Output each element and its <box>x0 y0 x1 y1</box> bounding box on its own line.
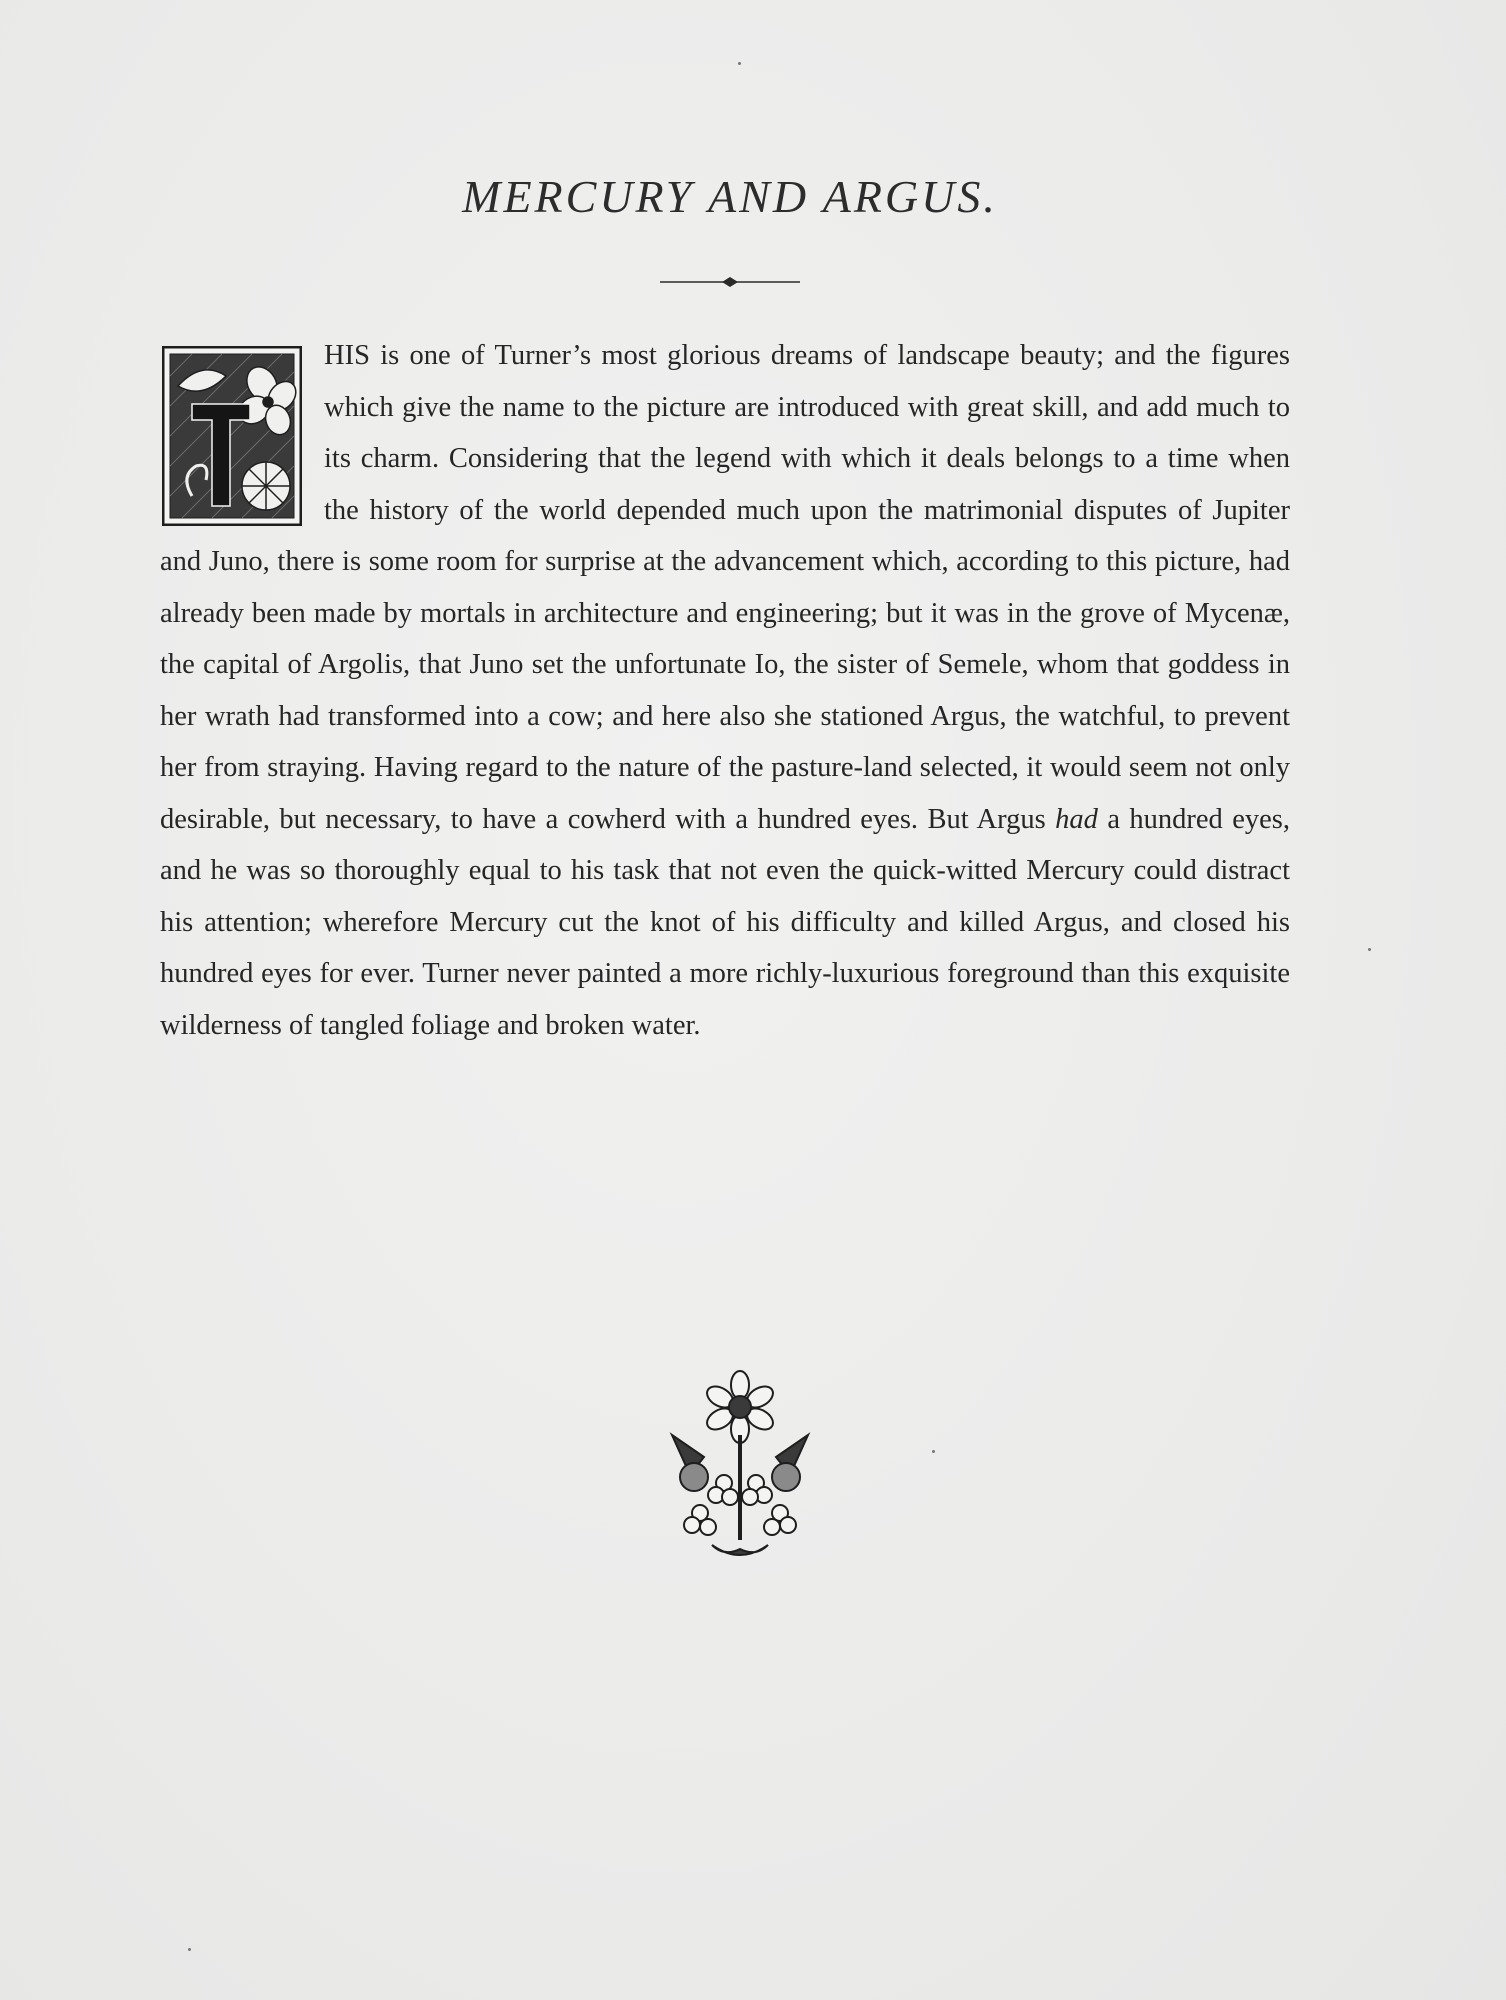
closing-text: a hundred eyes, and he was so thoroughly equal to his task that not even the quick-witted Mercury could distract his attention; wherefore Mercury cut the knot of his difficulty and killed Argus, and closed his hundred eyes for ever. Turner never painted a more richly-luxurious foreground than this exquisite wilderness of tangled foliage and broken water. <box>160 803 1290 1041</box>
paper-speck <box>188 1948 191 1951</box>
emphasis-text: had <box>1055 803 1098 835</box>
paper-speck <box>932 1450 935 1453</box>
page-title: MERCURY AND ARGUS. <box>462 171 998 222</box>
body-paragraph <box>160 330 1290 1051</box>
paper-speck <box>738 62 741 65</box>
opening-text: HIS is one of Turner’s most glorious dreams of landscape beauty; and the figures which give the name to the picture are introduced with great skill, and add much to its charm. Considering that the legend with which it deals belongs to a time when the history of the world depended much upon the matrimonial disputes of Jupiter and Juno, there is some room for surprise at the advancement which, according to this picture, had already been made by mortals in architecture and engineering; but it was in the grove of Mycenæ, the capital of Argolis, that Juno set the unfortunate Io, the sister of Semele, whom that goddess in her wrath had transformed into a cow; and here also she stationed Argus, the watchful, to prevent her from straying. Having regard to the nature of the pasture-land selected, it would seem not only desirable, but necessary, to have a cowherd with a hundred eyes. But Argus <box>160 340 1290 835</box>
body-text <box>160 330 1290 1051</box>
floral-tailpiece-icon <box>660 1365 820 1565</box>
diamond-rule-ornament-icon <box>660 270 800 294</box>
ornamental-initial-icon <box>162 346 302 526</box>
paper-speck <box>1368 948 1371 951</box>
